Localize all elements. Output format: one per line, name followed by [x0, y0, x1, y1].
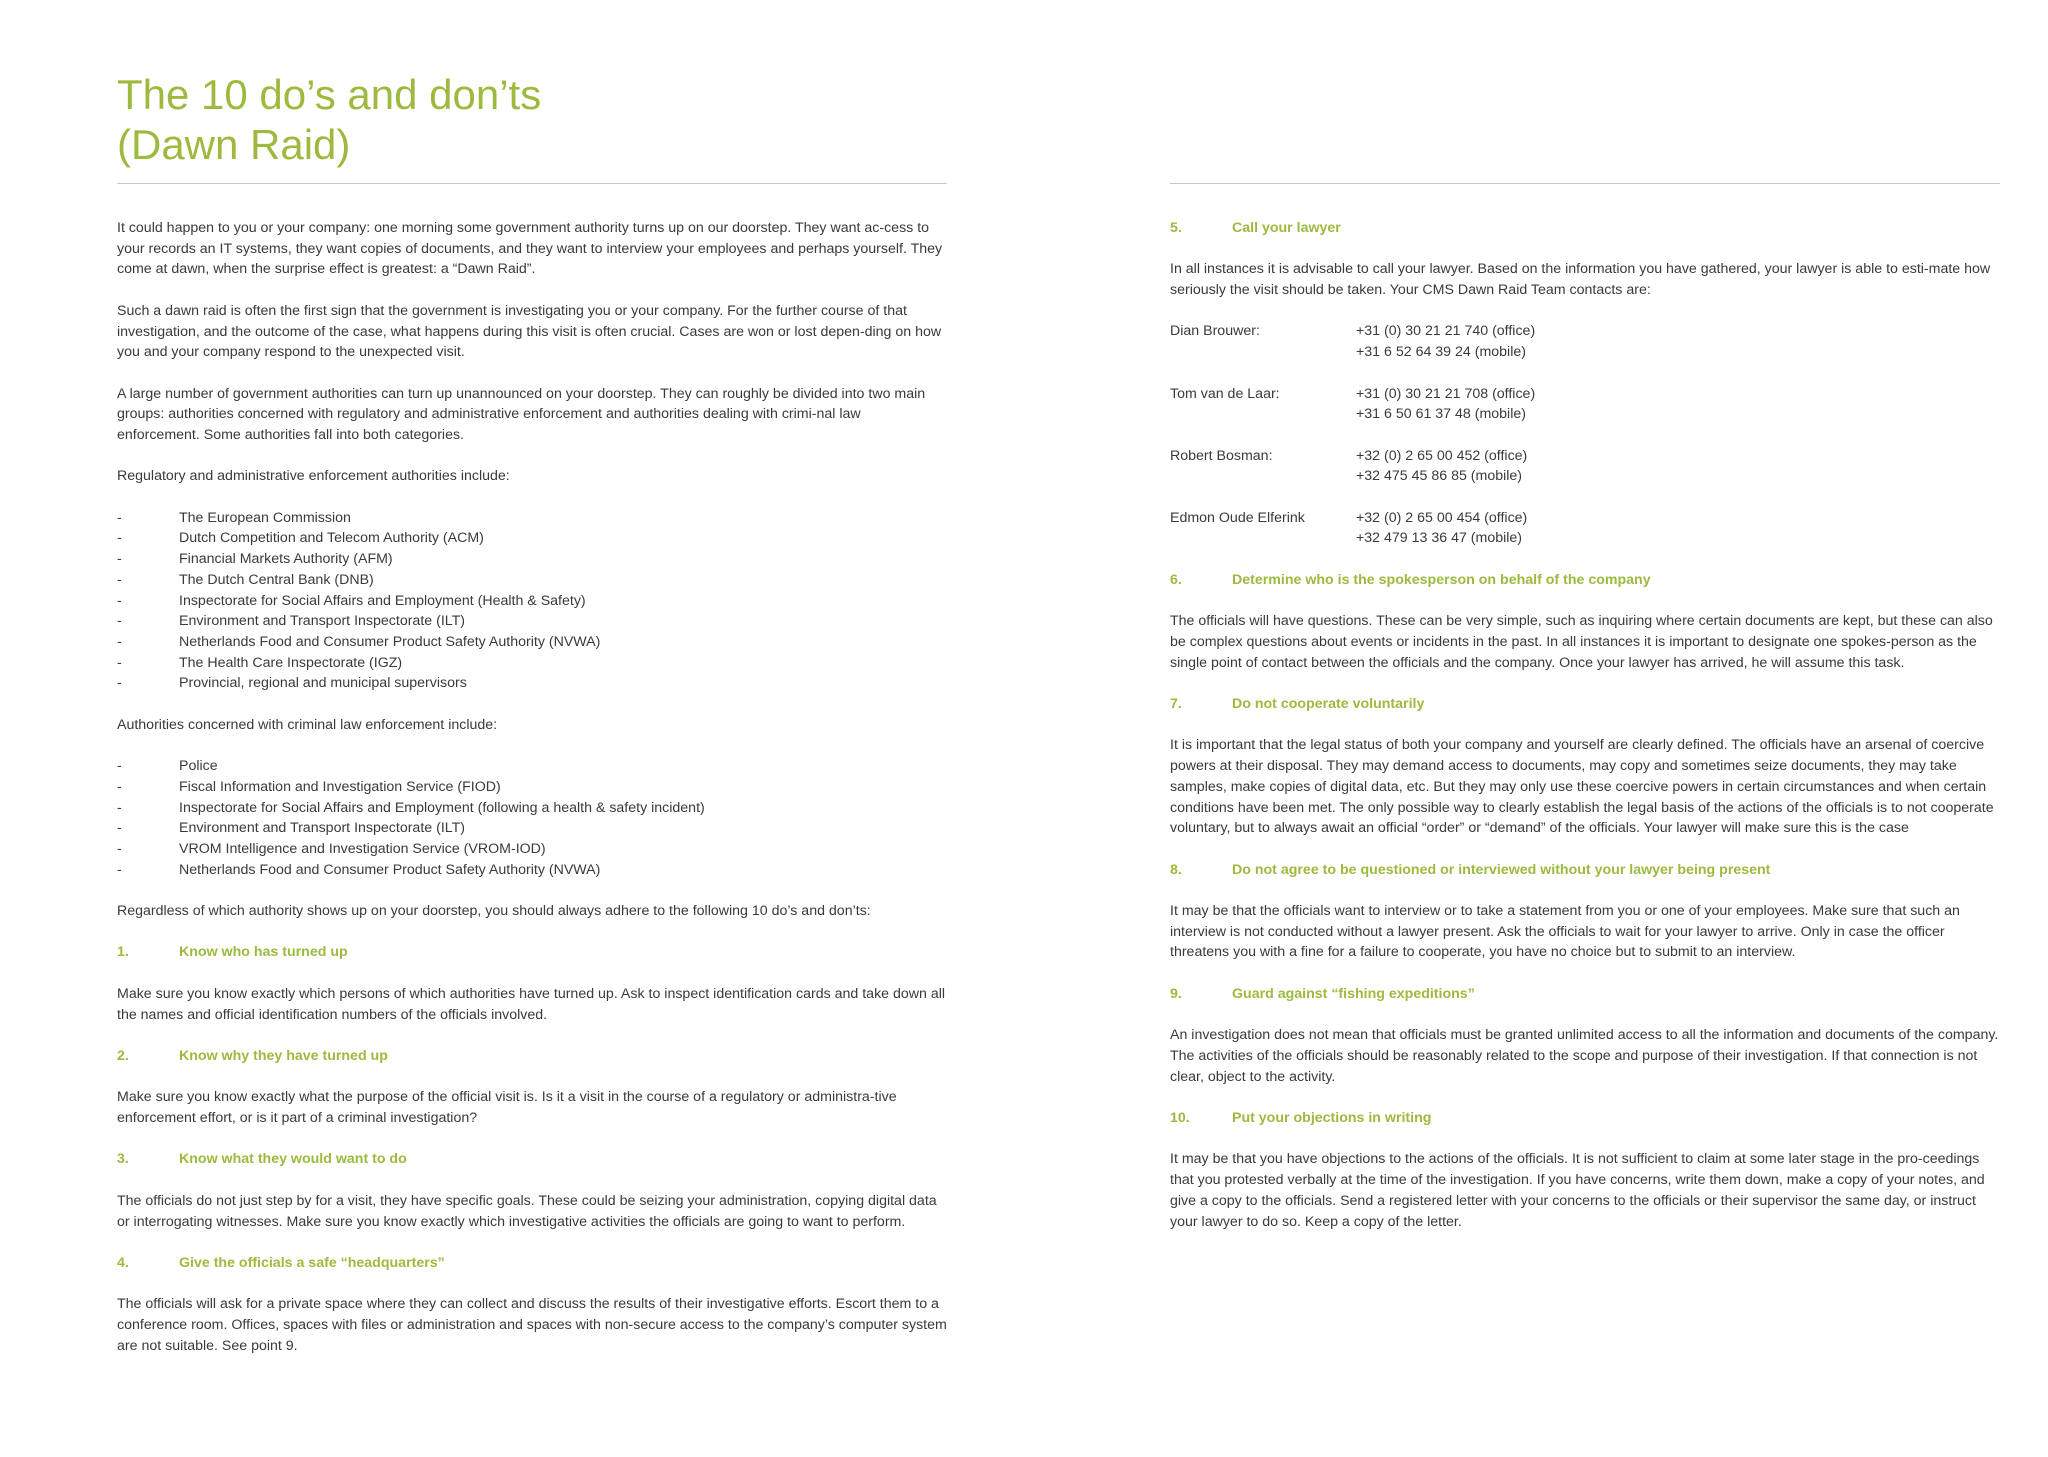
- section-text-10: It may be that you have objections to the actions of the officials. It is not sufficient to claim at some later stage in the pro-ceedings that you protested verbally at the time of the investigation. If you have concerns, write them down, make a copy of your notes, and give a copy to the officials. Send a registered letter with your concerns to the officials or their supervisor the same day, or instruct your lawyer to do so. Keep a copy of the letter.: [1170, 1151, 1985, 1230]
- section-title: Do not agree to be questioned or interviewed without your lawyer being present: [1232, 861, 1771, 878]
- list-item-text: Netherlands Food and Consumer Product Safety Authority (NVWA): [179, 861, 601, 878]
- dash: -: [117, 758, 122, 775]
- left-column: [117, 218, 947, 1377]
- dash: -: [117, 592, 122, 609]
- section-text-6: The officials will have questions. These can be very simple, such as inquiring where certain documents are kept, but these can also be complex questions about events or incidents in the past. In all instances it is important to designate one spokes-person as the single point of contact between the officials and the company. Once your lawyer has arrived, he will assume this task.: [1170, 613, 1993, 671]
- list-item: [117, 756, 947, 777]
- section-number: 1.: [117, 944, 129, 961]
- dash: -: [117, 675, 122, 692]
- list-item: [117, 508, 947, 529]
- list-item: [117, 798, 947, 819]
- list-item: [117, 570, 947, 591]
- section-title: Do not cooperate voluntarily: [1232, 696, 1425, 713]
- title-line-2: (Dawn Raid): [117, 121, 351, 168]
- list-item-text: The Dutch Central Bank (DNB): [179, 571, 374, 588]
- contacts-list: [1170, 321, 2000, 549]
- dash: -: [117, 613, 122, 630]
- list-item-text: The Health Care Inspectorate (IGZ): [179, 654, 403, 671]
- section-title: Give the officials a safe “headquarters”: [179, 1254, 445, 1271]
- contact-name: Robert Bosman:: [1170, 447, 1273, 464]
- section-heading-5: [1170, 218, 2000, 239]
- section-heading-9: [1170, 984, 2000, 1005]
- regulatory-intro: Regulatory and administrative enforcement authorities include:: [117, 468, 510, 485]
- list-item: [117, 549, 947, 570]
- dash: -: [117, 654, 122, 671]
- contact-name: Tom van de Laar:: [1170, 385, 1280, 402]
- divider-left: [117, 183, 947, 184]
- list-item-text: Environment and Transport Inspectorate (ILT): [179, 613, 465, 630]
- intro-paragraph-3: A large number of government authorities can turn up unannounced on your doorstep. They can roughly be divided into two main groups: authorities concerned with regulatory and administrative enforcement and authorities dealing with crimi-nal law enforcement. Some authorities fall into both categories.: [117, 385, 926, 443]
- list-item: [117, 591, 947, 612]
- dash: -: [117, 820, 122, 837]
- contact-name: Edmon Oude Elferink: [1170, 509, 1305, 526]
- section-title: Guard against “fishing expeditions”: [1232, 985, 1475, 1002]
- title-line-1: The 10 do’s and don’ts: [117, 71, 542, 118]
- section-text-9: An investigation does not mean that officials must be granted unlimited access to all the information and documents of the company. The activities of the officials should be reasonably related to the scope and purpose of their investigation. If that connection is not clear, object to the activity.: [1170, 1027, 1999, 1085]
- section-title: Determine who is the spokesperson on behalf of the company: [1232, 571, 1651, 588]
- dash: -: [117, 509, 122, 526]
- list-item-text: The European Commission: [179, 509, 351, 526]
- criminal-intro: Authorities concerned with criminal law enforcement include:: [117, 716, 498, 733]
- section-text-7: It is important that the legal status of both your company and yourself are clearly defined. The officials have an arsenal of coercive powers at their disposal. They may demand access to documents, may copy and sometimes seize documents, they may take samples, make copies of digital data, etc. But they may only use these coercive powers in certain circumstances and when certain conditions have been met. The only possible way to clearly establish the legal basis of the actions of the officials is to not cooperate voluntary, but to always await an official “order” or “demand” of the officials. Your lawyer will make sure this is the case: [1170, 737, 1994, 837]
- list-item-text: Fiscal Information and Investigation Service (FIOD): [179, 778, 501, 795]
- section-number: 2.: [117, 1047, 129, 1064]
- section-title: Call your lawyer: [1232, 220, 1341, 236]
- section-heading-6: [1170, 570, 2000, 591]
- section-heading-3: [117, 1149, 947, 1170]
- dash: -: [117, 778, 122, 795]
- section-heading-10: [1170, 1108, 2000, 1129]
- contact-numbers: [1356, 446, 1527, 487]
- section-heading-4: [117, 1253, 947, 1274]
- list-item: [117, 777, 947, 798]
- intro-paragraph-1: It could happen to you or your company: one morning some government authority turns up on our doorstep. They want ac-cess to your records an IT systems, they want copies of documents, and they want to interview your employees and perhaps yourself. They come at dawn, when the surprise effect is greatest: a “Dawn Raid”.: [117, 220, 943, 278]
- contact-mobile: +32 479 13 36 47 (mobile): [1356, 530, 1523, 547]
- contact-office: +31 (0) 30 21 21 740 (office): [1356, 323, 1536, 340]
- dash: -: [117, 841, 122, 857]
- section-title: Know what they would want to do: [179, 1151, 407, 1168]
- section-heading-8: [1170, 860, 2000, 881]
- list-item-text: Inspectorate for Social Affairs and Employment (following a health & safety incident): [179, 799, 705, 816]
- section-title: Know who has turned up: [179, 944, 348, 961]
- list-item-text: Police: [179, 758, 218, 775]
- section-text-8: It may be that the officials want to interview or to take a statement from you or one of your employees. Make sure that such an interview is not conducted without a lawyer present. Ask the officials to wait for your lawyer to arrive. Only in case the officer threatens you with a fine for a failure to cooperate, you have no choice but to submit to an interview.: [1170, 903, 1960, 961]
- section-text-5: In all instances it is advisable to call your lawyer. Based on the information you have gathered, your lawyer is able to esti-mate how seriously the visit should be taken. Your CMS Dawn Raid Team contacts are:: [1170, 261, 1991, 299]
- section-text-3: The officials do not just step by for a visit, they have specific goals. These could be seizing your administration, copying digital data or interrogating witnesses. Make sure you know exactly which investigative activities the officials are going to want to perform.: [117, 1192, 937, 1230]
- list-item-text: Financial Markets Authority (AFM): [179, 551, 393, 568]
- section-title: Know why they have turned up: [179, 1047, 388, 1064]
- right-column: [1170, 218, 2000, 1253]
- contact-mobile: +31 6 50 61 37 48 (mobile): [1356, 406, 1526, 423]
- section-text-1: Make sure you know exactly which persons of which authorities have turned up. Ask to inspect identification cards and take down all the names and official identification numbers of the officials involved.: [117, 985, 946, 1023]
- section-heading-1: [117, 942, 947, 963]
- section-number: 4.: [117, 1254, 129, 1271]
- list-item: [117, 611, 947, 632]
- dash: -: [117, 861, 122, 878]
- contact-office: +32 (0) 2 65 00 452 (office): [1356, 447, 1528, 464]
- contact-office: +31 (0) 30 21 21 708 (office): [1356, 385, 1536, 402]
- list-item: [117, 528, 947, 549]
- divider-right: [1170, 183, 2000, 184]
- list-item: [117, 673, 947, 694]
- contact-row: [1170, 321, 2000, 362]
- dash: -: [117, 571, 122, 588]
- contact-numbers: [1356, 384, 1535, 425]
- criminal-list: [117, 756, 947, 880]
- dash: -: [117, 799, 122, 816]
- section-number: 5.: [1170, 220, 1182, 236]
- dash: -: [117, 530, 122, 547]
- contact-row: [1170, 446, 2000, 487]
- regulatory-list: [117, 508, 947, 694]
- section-heading-2: [117, 1046, 947, 1067]
- list-item-text: Inspectorate for Social Affairs and Employment (Health & Safety): [179, 592, 586, 609]
- intro-paragraph-2: Such a dawn raid is often the first sign that the government is investigating you or your company. For the further course of that investigation, and the outcome of the case, what happens during this visit is often crucial. Cases are won or lost depen-ding on how you and your company respond to the unexpected visit.: [117, 302, 942, 361]
- contact-office: +32 (0) 2 65 00 454 (office): [1356, 509, 1528, 526]
- dash: -: [117, 634, 122, 650]
- list-item: [117, 839, 947, 860]
- section-number: 9.: [1170, 985, 1182, 1002]
- list-item-text: Provincial, regional and municipal supervisors: [179, 675, 467, 692]
- contact-mobile: +31 6 52 64 39 24 (mobile): [1356, 344, 1526, 361]
- section-number: 7.: [1170, 696, 1182, 713]
- contact-numbers: [1356, 321, 1535, 362]
- section-number: 8.: [1170, 861, 1182, 878]
- contact-mobile: +32 475 45 86 85 (mobile): [1356, 468, 1523, 485]
- section-title: Put your objections in writing: [1232, 1110, 1432, 1127]
- list-item: [117, 818, 947, 839]
- section-number: 10.: [1170, 1110, 1190, 1127]
- contact-row: [1170, 508, 2000, 549]
- list-item-text: VROM Intelligence and Investigation Service (VROM-IOD): [179, 841, 546, 857]
- contact-row: [1170, 384, 2000, 425]
- contact-name: Dian Brouwer:: [1170, 323, 1260, 340]
- dash: -: [117, 551, 122, 568]
- contact-numbers: [1356, 508, 1527, 549]
- section-heading-7: [1170, 694, 2000, 715]
- section-number: 3.: [117, 1151, 129, 1168]
- adhere-paragraph: Regardless of which authority shows up on your doorstep, you should always adhere to the following 10 do’s and don’ts:: [117, 903, 871, 920]
- list-item: [117, 632, 947, 653]
- section-number: 6.: [1170, 571, 1182, 588]
- list-item: [117, 653, 947, 674]
- list-item-text: Environment and Transport Inspectorate (ILT): [179, 820, 465, 837]
- list-item: [117, 860, 947, 881]
- list-item-text: Netherlands Food and Consumer Product Safety Authority (NVWA): [179, 634, 601, 650]
- section-text-2: Make sure you know exactly what the purpose of the official visit is. Is it a visit in the course of a regulatory or administra-tive enforcement effort, or is it part of a criminal investigation?: [117, 1089, 897, 1127]
- list-item-text: Dutch Competition and Telecom Authority (ACM): [179, 530, 484, 547]
- page-title: [117, 70, 541, 170]
- section-text-4: The officials will ask for a private space where they can collect and discuss the results of their investigative efforts. Escort them to a conference room. Offices, spaces with files or administration and spaces with non-secure access to the company’s computer system are not suitable. See point 9.: [117, 1296, 947, 1354]
